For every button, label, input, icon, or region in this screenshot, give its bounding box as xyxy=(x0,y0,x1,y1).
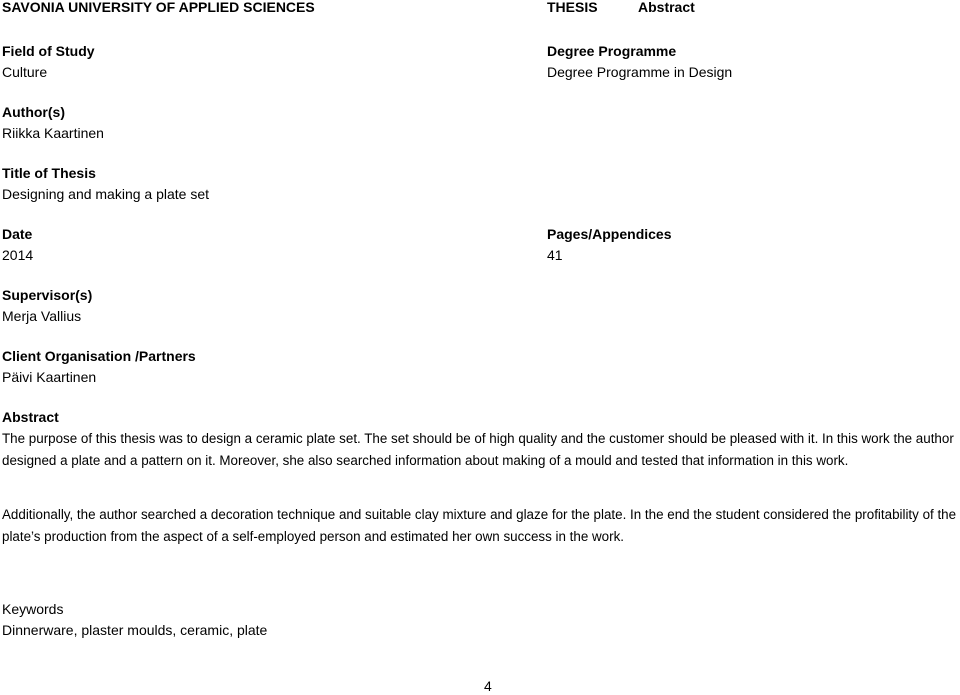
keywords-label: Keywords xyxy=(2,601,64,617)
client-organisation xyxy=(2,346,196,388)
authors-value: Riikka Kaartinen xyxy=(2,125,104,141)
pages-appendices xyxy=(547,224,672,266)
field-of-study-value: Culture xyxy=(2,64,48,80)
abstract-label: Abstract xyxy=(2,409,59,425)
supervisors xyxy=(2,285,92,327)
pages-value: 41 xyxy=(547,247,563,263)
abstract-paragraph-1: The purpose of this thesis was to design a ceramic plate set. The set should be of high quality and the customer should be pleased with it. In this work the author designed a plate and a pattern on it. Moreover, she also searched information about making of a mould and tested that information in this work. xyxy=(2,431,954,468)
institution-name: SAVONIA UNIVERSITY OF APPLIED SCIENCES xyxy=(2,0,315,15)
page-number: 4 xyxy=(484,678,492,694)
degree-programme xyxy=(547,41,732,83)
authors xyxy=(2,102,104,144)
date-value: 2014 xyxy=(2,247,34,263)
field-of-study-label: Field of Study xyxy=(2,43,95,59)
client-label: Client Organisation /Partners xyxy=(2,348,196,364)
field-of-study xyxy=(2,41,95,83)
pages-label: Pages/Appendices xyxy=(547,226,672,242)
thesis-title xyxy=(2,163,209,205)
degree-programme-value: Degree Programme in Design xyxy=(547,64,733,80)
date xyxy=(2,224,33,266)
keywords xyxy=(2,599,267,641)
degree-programme-label: Degree Programme xyxy=(547,43,677,59)
document-type: THESIS xyxy=(547,0,598,15)
supervisors-value: Merja Vallius xyxy=(2,308,82,324)
authors-label: Author(s) xyxy=(2,104,65,120)
abstract-paragraph-2: Additionally, the author searched a decoration technique and suitable clay mixture and glaze for the plate. In the end the student considered the profitability of the plate’s production from the aspect of a self-employed person and estimated her own success in the work. xyxy=(2,507,957,544)
client-value: Päivi Kaartinen xyxy=(2,369,97,385)
thesis-title-label: Title of Thesis xyxy=(2,165,96,181)
date-label: Date xyxy=(2,226,33,242)
supervisors-label: Supervisor(s) xyxy=(2,287,93,303)
thesis-title-value: Designing and making a plate set xyxy=(2,186,210,202)
section-title: Abstract xyxy=(638,0,695,15)
keywords-value: Dinnerware, plaster moulds, ceramic, plate xyxy=(2,622,268,638)
